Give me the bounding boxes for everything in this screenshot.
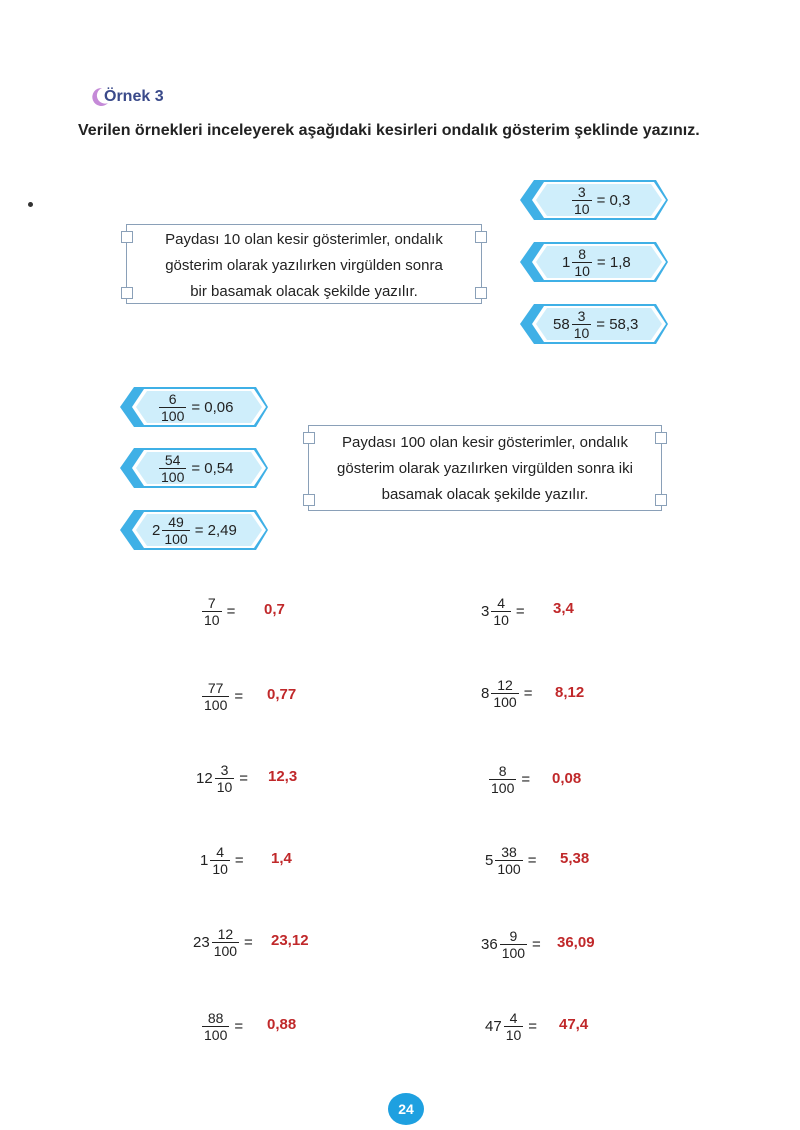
example-badge [120, 387, 270, 427]
rule-box-tenths [126, 224, 482, 304]
moon-icon [88, 86, 110, 108]
fraction: $\frac{38}{100}$ [497, 844, 521, 877]
exercise-item: 23 $\frac{12}{100}$ = [193, 926, 253, 959]
rule-line: Paydası 100 olan kesir gösterimler, ondalık [342, 434, 628, 451]
fraction: $\frac{49}{100}$ [164, 513, 188, 547]
rule-line: Paydası 10 olan kesir gösterimler, ondalık [165, 231, 443, 248]
answer: 23,12 [271, 932, 309, 949]
fraction: $\frac{4}{10}$ [505, 1010, 522, 1043]
exercise-item: 3 $\frac{4}{10}$ = [481, 595, 525, 628]
answer: 1,4 [271, 850, 292, 867]
fraction: $\frac{8}{100}$ [491, 763, 515, 796]
answer: 5,38 [560, 850, 590, 867]
frame-corner [655, 494, 667, 506]
example-badge [520, 304, 670, 344]
example-expression: $\frac{3}{10}$ = 0,3 [574, 183, 631, 217]
frame-corner [121, 287, 133, 299]
page-number-badge [388, 1093, 424, 1125]
fraction: $\frac{77}{100}$ [204, 680, 228, 713]
answer: 47,4 [559, 1016, 589, 1033]
rule-line: gösterim olarak yazılırken virgülden sonra [165, 257, 443, 274]
answer: 0,88 [267, 1016, 297, 1033]
exercise-item: 1 $\frac{4}{10}$ = [200, 844, 244, 877]
fraction: $\frac{54}{100}$ [161, 451, 185, 485]
example-expression: $\frac{54}{100}$ = 0,54 [161, 451, 234, 485]
answer: 36,09 [557, 934, 595, 951]
fraction: $\frac{3}{10}$ [574, 183, 590, 217]
fraction: $\frac{7}{10}$ [204, 595, 220, 628]
frame-corner [655, 432, 667, 444]
exercise-item: $\frac{8}{100}$ = [491, 763, 531, 796]
exercise-item: 8 $\frac{12}{100}$ = [481, 677, 533, 710]
example-title: Örnek 3 [104, 88, 164, 105]
fraction: $\frac{12}{100}$ [493, 677, 517, 710]
answer: 3,4 [553, 600, 574, 617]
answer: 0,77 [267, 686, 297, 703]
fraction: $\frac{3}{10}$ [573, 307, 590, 341]
fraction: $\frac{8}{10}$ [574, 245, 590, 279]
example-badge [120, 510, 270, 550]
exercise-item: $\frac{77}{100}$ = [204, 680, 244, 713]
exercise-item: $\frac{88}{100}$ = [204, 1010, 244, 1043]
rule-box-hundredths [308, 425, 662, 511]
example-expression: $\frac{6}{100}$ = 0,06 [161, 390, 234, 424]
frame-corner [475, 287, 487, 299]
fraction: $\frac{6}{100}$ [161, 390, 185, 424]
example-badge [520, 242, 670, 282]
rule-line: bir basamak olacak şekilde yazılır. [190, 283, 418, 300]
example-expression: 58 $\frac{3}{10}$ = 58,3 [553, 307, 639, 341]
exercise-item: 12 $\frac{3}{10}$ = [196, 762, 249, 795]
fraction: $\frac{12}{100}$ [213, 926, 238, 959]
frame-corner [475, 231, 487, 243]
example-expression: 2 $\frac{49}{100}$ = 2,49 [152, 513, 237, 547]
answer: 12,3 [268, 768, 298, 785]
instruction-text: Verilen örnekleri inceleyerek aşağıdaki kesirleri ondalık gösterim şeklinde yazınız. [78, 122, 700, 139]
fraction: $\frac{88}{100}$ [204, 1010, 228, 1043]
answer: 8,12 [555, 684, 585, 701]
answer: 0,08 [552, 770, 582, 787]
exercise-item: 36 $\frac{9}{100}$ = [481, 928, 541, 961]
frame-corner [121, 231, 133, 243]
fraction: $\frac{9}{100}$ [501, 928, 526, 961]
page-number: 24 [398, 1101, 414, 1117]
example-badge [520, 180, 670, 220]
fraction: $\frac{3}{10}$ [216, 762, 233, 795]
fraction: $\frac{4}{10}$ [212, 844, 228, 877]
frame-corner [303, 432, 315, 444]
bullet-dot [28, 202, 33, 207]
fraction: $\frac{4}{10}$ [493, 595, 509, 628]
example-expression: 1 $\frac{8}{10}$ = 1,8 [562, 245, 631, 279]
exercise-item: $\frac{7}{10}$ = [204, 595, 236, 628]
rule-line: gösterim olarak yazılırken virgülden sonra iki [337, 460, 633, 477]
example-badge [120, 448, 270, 488]
rule-line: basamak olacak şekilde yazılır. [381, 486, 589, 503]
example-header [88, 86, 164, 108]
answer: 0,7 [264, 601, 285, 618]
exercise-item: 5 $\frac{38}{100}$ = [485, 844, 537, 877]
exercise-item: 47 $\frac{4}{10}$ = [485, 1010, 538, 1043]
frame-corner [303, 494, 315, 506]
